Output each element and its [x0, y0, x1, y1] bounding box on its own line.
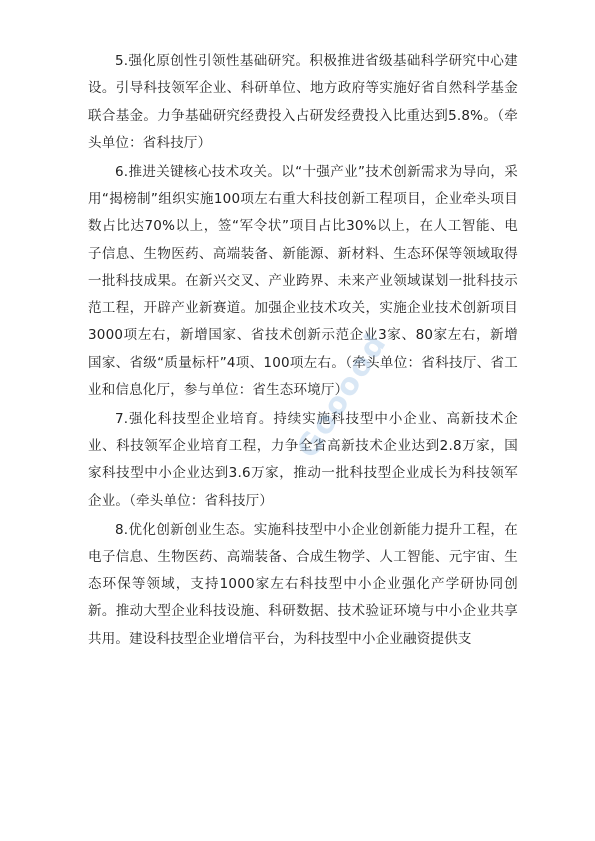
- watermark-logo: Gooood: [290, 326, 395, 465]
- paragraph-innovation-ecology: 8.优化创新创业生态。实施科技型中小企业创新能力提升工程，在电子信息、生物医药、高端装备、合成生物学、人工智能、元宇宙、生态环保等领域，支持1000家左右科技型中小企业强化产学研协同创新。推动大型企业科技设施、科研数据、技术验证环境与中小企业共享共用。建设科技型企业增信平台，为科技型中小企业融资提供支: [88, 521, 518, 647]
- paragraph-basic-research: 5.强化原创性引领性基础研究。积极推进省级基础科学研究中心建设。引导科技领军企业、科研单位、地方政府等实施好省自然科学基金联合基金。力争基础研究经费投入占研发经费投入比重达到5.8%。（牵头单位：省科技厅）: [88, 53, 518, 151]
- paragraph-core-technology: 6.推进关键核心技术攻关。以“十强产业”技术创新需求为导向，采用“揭榜制”组织实施100项左右重大科技创新工程项目，企业牵头项目数占比达70%以上，签“军令状”项目占比30%以上，在人工智能、电子信息、生物医药、高端装备、新能源、新材料、生态环保等领域取得一批科技成果。在新兴交叉、产业跨界、未来产业领域谋划一批科技示范工程，开辟产业新赛道。加强企业技术攻关，实施企业技术创新项目3000项左右，新增国家、省技术创新示范企业3家、80家左右，新增国家、省级“质量标杆”4项、100项左右。（牵头单位：省科技厅、省工业和信息化厅，参与单位：省生态环境厅）: [88, 163, 518, 399]
- document-body: [88, 48, 518, 653]
- paragraph-tech-enterprise: 7.强化科技型企业培育。持续实施科技型中小企业、高新技术企业、科技领军企业培育工程，力争全省高新技术企业达到2.8万家，国家科技型中小企业达到3.6万家，推动一批科技型企业成长为科技领军企业。（牵头单位：省科技厅）: [88, 410, 518, 509]
